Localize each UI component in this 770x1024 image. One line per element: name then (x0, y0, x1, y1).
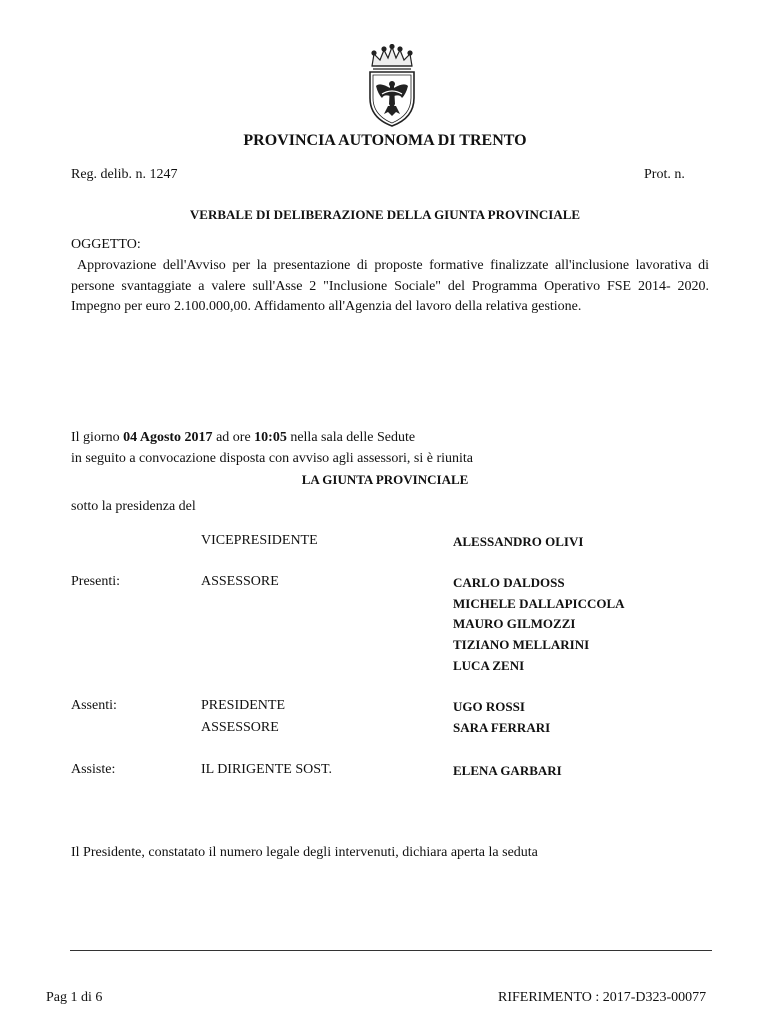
page-number: Pag 1 di 6 (46, 990, 103, 1005)
subject-label: OGGETTO: (71, 237, 141, 252)
present-name: MAURO GILMOZZI (453, 616, 576, 631)
session-date: 04 Agosto 2017 (123, 430, 213, 445)
vice-name: ALESSANDRO OLIVI (453, 534, 584, 549)
prot-number: Prot. n. (644, 167, 685, 182)
time-prefix: ad ore (212, 430, 255, 445)
present-name: CARLO DALDOSS (453, 575, 565, 590)
assist-role: IL DIRIGENTE SOST. (201, 762, 333, 777)
present-role: ASSESSORE (201, 574, 279, 589)
footer-divider (70, 950, 712, 951)
session-line-1 (71, 430, 415, 446)
presidency-line: sotto la presidenza del (71, 499, 196, 514)
present-name: MICHELE DALLAPICCOLA (453, 596, 625, 611)
page-title: PROVINCIA AUTONOMA DI TRENTO (243, 132, 527, 149)
closing-statement: Il Presidente, constatato il numero legale degli intervenuti, dichiara aperta la seduta (71, 845, 538, 860)
present-label: Presenti: (71, 574, 120, 589)
absent-role: PRESIDENTE (201, 698, 285, 713)
absent-name: SARA FERRARI (453, 720, 551, 735)
absent-label: Assenti: (71, 698, 117, 713)
subject-text: Approvazione dell'Avviso per la presentazione di proposte formative finalizzate all'inclusione lavorativa di persone svantaggiate a valere sull'Asse 2 "Inclusione Sociale" del Programma Operativo FSE 2014- 2020. Impegno per euro 2.100.000,00. Affidamento all'Agenzia del lavoro della relativa gestione. (71, 258, 709, 314)
body-name: LA GIUNTA PROVINCIALE (301, 472, 469, 487)
intro-prefix: Il giorno (71, 430, 124, 445)
session-time: 10:05 (254, 430, 287, 445)
room-text: nella sala delle Sedute (286, 430, 416, 445)
reference-code: RIFERIMENTO : 2017-D323-00077 (498, 990, 707, 1005)
document-heading: VERBALE DI DELIBERAZIONE DELLA GIUNTA PROVINCIALE (189, 207, 581, 222)
assist-label: Assiste: (71, 762, 116, 777)
present-name: TIZIANO MELLARINI (453, 637, 590, 652)
absent-name: UGO ROSSI (453, 699, 525, 714)
present-name: LUCA ZENI (453, 658, 525, 673)
absent-role: ASSESSORE (201, 720, 279, 735)
session-line-2: in seguito a convocazione disposta con avviso agli assessori, si è riunita (71, 451, 474, 466)
coat-of-arms-eagle-icon (364, 44, 420, 128)
assist-name: ELENA GARBARI (453, 763, 562, 778)
reg-delib: Reg. delib. n. 1247 (71, 167, 178, 182)
vice-role: VICEPRESIDENTE (201, 533, 318, 548)
